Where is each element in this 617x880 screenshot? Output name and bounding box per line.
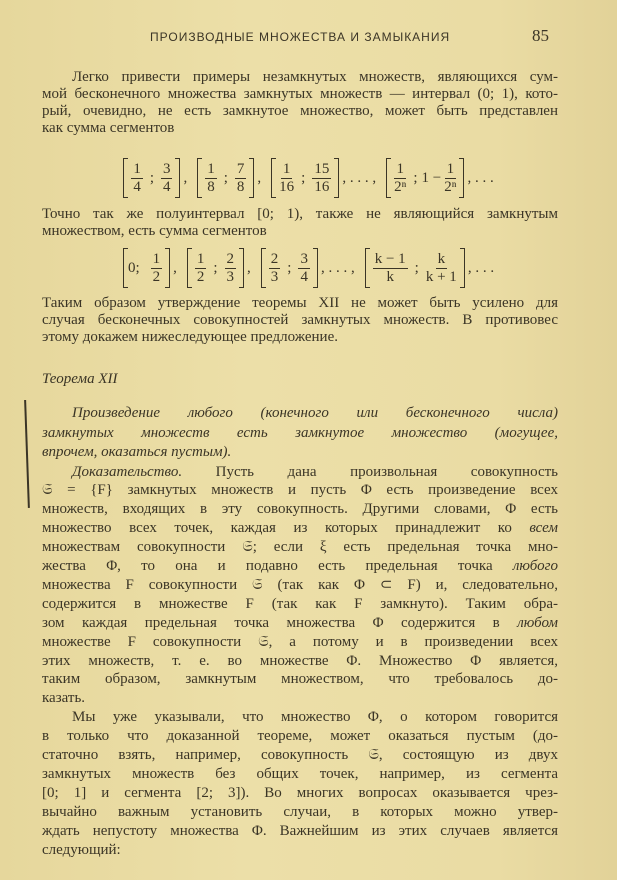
segment-bracket [123,158,180,198]
text: Легко привести примеры незамкнутых множеств, являющихся сум- [72,69,558,85]
denominator: 8 [207,178,215,195]
text-line [42,538,558,556]
page-number: 85 [532,26,549,45]
denominator: 4 [162,178,171,195]
formula-text: , [257,169,262,186]
text-line [42,765,558,783]
numerator: 15 [314,160,330,177]
formula-text: , . . . [467,259,495,276]
text: множестве F совокупности 𝔖, а потому и в произведении всех [42,633,558,650]
text-line [42,595,558,613]
text: множества F совокупности 𝔖 (так как Φ ⊂ F) и, следовательно, [42,576,558,593]
text-line [42,85,558,103]
formula-text: , . . . , [342,169,377,186]
text-line [42,328,558,346]
numerator: 3 [162,160,171,177]
text-line [42,500,558,518]
text: рый, очевидно, не есть замкнутое множество, может быть представлен [42,103,558,119]
text-line [42,424,558,442]
denominator: 4 [300,268,308,285]
text: множеством, есть сумма сегментов [42,223,267,239]
text: Точно так же полуинтервал [0; 1), также не являющийся замкнутым [42,206,558,222]
text-line [42,727,558,745]
text: Мы уже указывали, что множество Φ, о котором говорится [72,709,558,726]
italic-text: Произведение любого (конечного или бесконечного числа) [72,405,558,421]
text-line [42,404,558,422]
text: зом каждая предельная точка множества Φ содержится в [42,614,518,631]
text-line [42,481,558,499]
text: этих множеств, т. е. во множестве Φ. Множество Φ является, [42,652,558,669]
text: 𝔖 = {F} замкнутых множеств и пусть Φ есть произведение всех [42,482,558,499]
text-line [42,557,558,575]
text-line [42,652,558,670]
text-line [42,463,558,481]
text: множествам совокупности 𝔖; если ξ есть предельная точка мно- [42,539,558,556]
numerator: 1 [196,250,205,267]
text: Пусть дана произвольная совокупность [182,463,558,480]
numerator: k − 1 [374,250,406,267]
italic-text: впрочем, оказаться пустым). [42,444,232,460]
numerator: 1 [133,160,141,177]
text: статочно взять, например, совокупность 𝔖, состоящую из двух [42,747,558,763]
fraction [279,161,294,196]
semicolon: ; [223,169,228,186]
fraction [161,161,173,196]
denominator: 3 [226,268,235,285]
text: [0; 1] и сегмента [2; 3]). Во многих вопросах оказывается чрез- [42,784,558,801]
segment-bracket [365,248,465,288]
formula-text: 1 − [421,169,442,186]
text-line [42,614,558,632]
text: содержится в множестве F (так как F замкнуто). Таким обра- [42,595,558,612]
semicolon: ; [413,169,418,186]
numerator: 1 [446,160,455,177]
denominator: k + 1 [425,268,457,285]
text: мой бесконечного множества замкнутых множеств — интервал (0; 1), кото- [42,86,558,102]
text-line [42,633,558,651]
fraction [205,161,217,196]
text-line [42,784,558,802]
text: случая бесконечных совокупностей замкнутых множеств. В противовес [42,312,558,328]
denominator: 2ⁿ [444,178,457,195]
text-line [42,803,558,821]
numerator: 2 [226,250,235,267]
text-line [42,222,558,240]
text: вычайно важным установить случаи, в которых можно утвер- [42,803,558,820]
formula-text: , [247,259,251,276]
fraction [373,251,408,286]
numerator: 1 [396,160,404,177]
formula-text: , [173,259,177,276]
text: Таким образом утверждение теоремы XII не может быть усилено для [42,295,558,311]
fraction [151,251,163,286]
segment-bracket [123,248,170,288]
text-line [42,746,558,764]
text-line [42,841,558,859]
text: множеств, входящих в эту совокупность. Другими словами, Φ есть [42,501,558,518]
text-line [42,311,558,329]
segment-bracket [197,158,254,198]
text-line [42,689,558,707]
segment-bracket [386,158,464,198]
text-line [42,205,558,223]
fraction [312,161,331,196]
formula [0,158,617,198]
text: таким образом, замкнутым множеством, что требовалось до- [42,671,558,688]
text-line [42,102,558,120]
denominator: 2 [196,268,205,285]
semicolon: ; [301,169,306,186]
numerator: 7 [236,160,245,177]
numerator: 1 [207,160,215,177]
fraction [444,161,456,196]
denominator: k [386,268,394,285]
italic-text: любого [512,558,558,574]
semicolon: ; [213,259,218,276]
denominator: 2ⁿ [394,178,407,195]
semicolon: ; [414,259,419,276]
fraction [235,161,247,196]
text: казать. [42,690,86,707]
text-line [42,708,558,726]
chapter-title: ПРОИЗВОДНЫЕ МНОЖЕСТВА И ЗАМЫКАНИЯ [150,30,451,44]
text-line [42,822,558,840]
formula-text: , [183,169,188,186]
denominator: 2 [152,268,161,285]
numerator: k [437,250,446,267]
numerator: 1 [152,250,161,267]
fraction [298,251,310,286]
semicolon: ; [149,169,154,186]
italic-text: любом [517,614,558,631]
denominator: 4 [133,178,141,195]
text-line [42,68,558,86]
fraction [225,251,237,286]
numerator: 2 [270,250,279,267]
denominator: 16 [279,178,295,195]
text-line [42,443,558,461]
text: этому докажем нижеследующее предложение. [42,329,338,345]
text: множество всех точек, каждая из которых принадлежит ко [42,520,530,537]
fraction [269,251,281,286]
text: следующий: [42,841,121,858]
fraction [195,251,207,286]
margin-mark [24,400,29,508]
numerator: 1 [282,160,291,177]
italic-text: Доказательство. [72,463,183,480]
segment-bracket [187,248,244,288]
theorem-heading: Теорема XII [42,371,118,387]
text: как сумма сегментов [42,120,175,136]
formula-text: , . . . [467,169,494,186]
text-line [42,670,558,688]
semicolon: ; [287,259,292,276]
text-line [42,519,558,537]
text: замкнутых множеств без общих точек, например, из сегмента [42,765,558,782]
denominator: 16 [314,178,330,195]
text-line [42,119,558,137]
text-line [42,294,558,312]
text-line [42,576,558,594]
italic-text: замкнутых множеств есть замкнутое множество (могущее, [42,424,558,441]
text: в только что доказанной теореме, может оказаться пустым (до- [42,728,558,745]
fraction [394,161,406,196]
segment-bracket [261,248,318,288]
segment-bracket [271,158,339,198]
text: жества Φ, то она и подавно есть предельная точка [42,558,513,574]
denominator: 8 [236,178,245,195]
fraction [426,251,457,286]
fraction [131,161,143,196]
italic-text: всем [529,520,558,537]
formula-text: 0; [127,259,140,276]
formula-text: , . . . , [320,259,355,276]
denominator: 3 [270,268,279,285]
numerator: 3 [300,250,308,267]
formula [0,248,617,288]
text: ждать непустоту множества Φ. Важнейшим из этих случаев является [42,822,558,839]
